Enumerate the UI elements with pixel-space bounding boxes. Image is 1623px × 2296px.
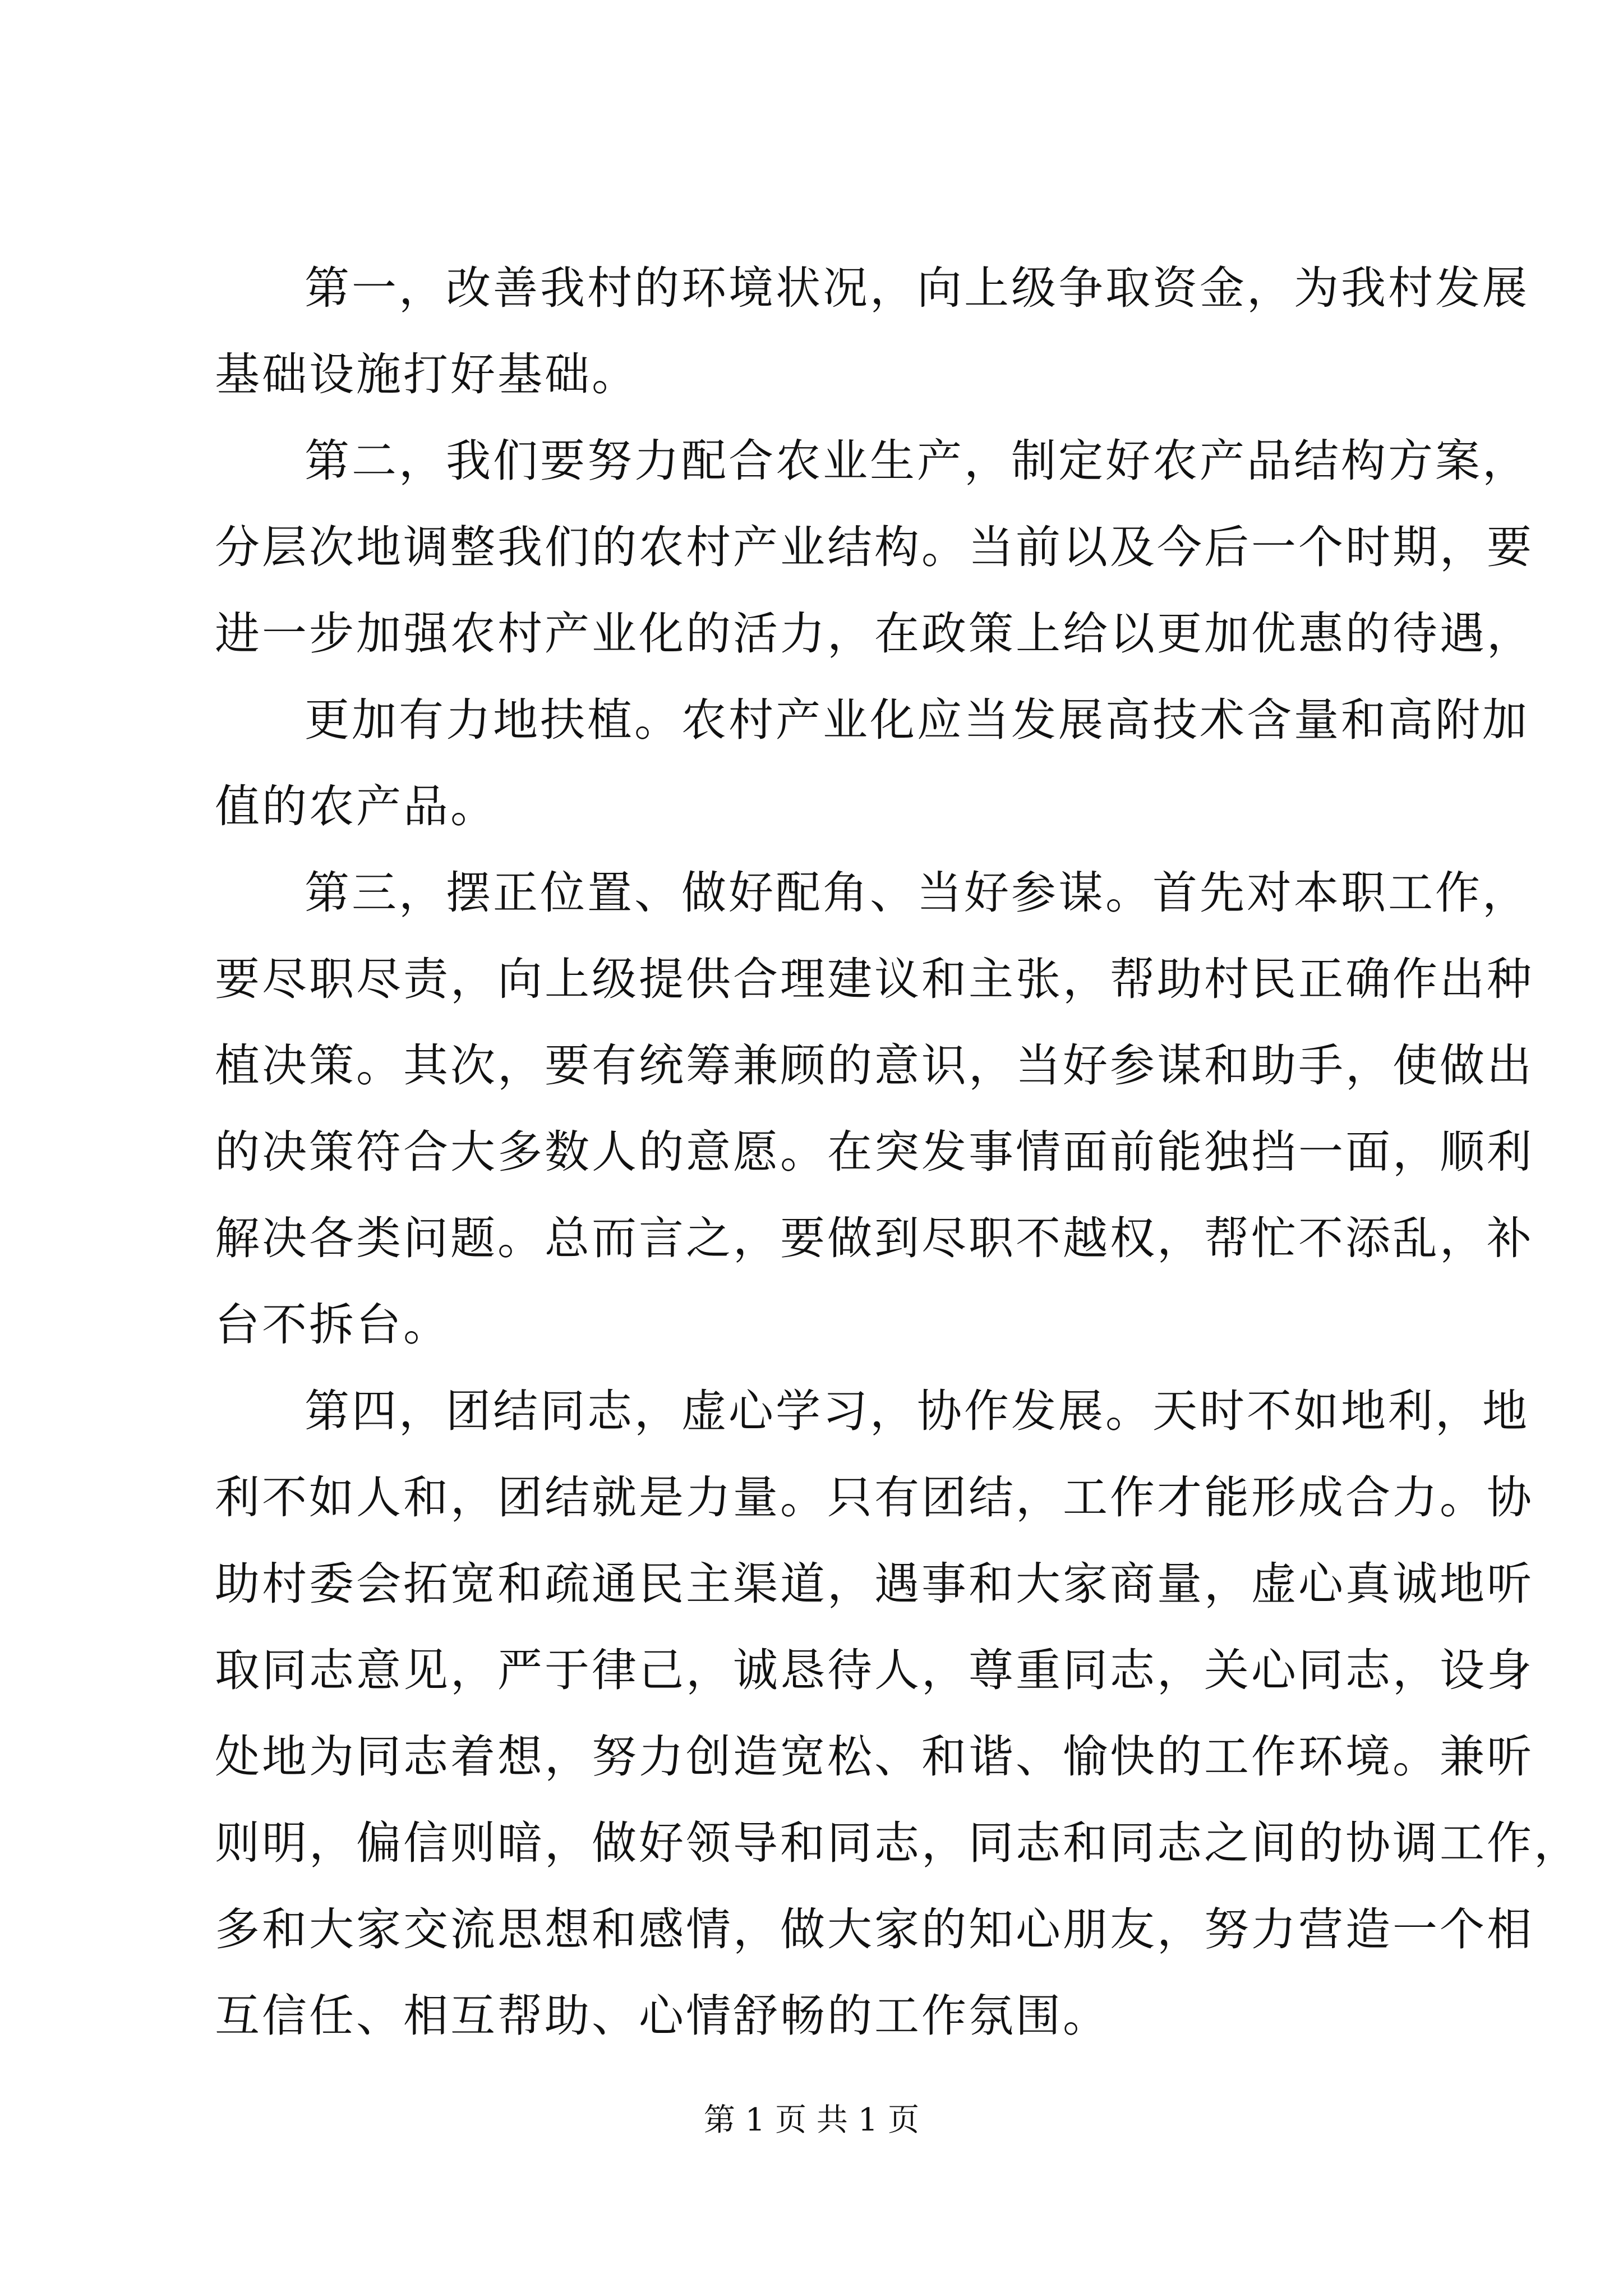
paragraph-line: 处地为同志着想，努力创造宽松、和谐、愉快的工作环境。兼听 <box>215 1731 1534 1783</box>
paragraph-line: 值的农产品。 <box>215 780 497 832</box>
paragraph-line: 植决策。其次，要有统筹兼顾的意识，当好参谋和助手，使做出 <box>215 1039 1534 1092</box>
paragraph-line: 的决策符合大多数人的意愿。在突发事情面前能独挡一面，顺利 <box>215 1126 1534 1178</box>
paragraph-line: 互信任、相互帮助、心情舒畅的工作氛围。 <box>215 1990 1110 2042</box>
paragraph-line: 利不如人和，团结就是力量。只有团结，工作才能形成合力。协 <box>215 1471 1534 1524</box>
paragraph-line: 要尽职尽责，向上级提供合理建议和主张，帮助村民正确作出种 <box>215 953 1534 1005</box>
paragraph-line: 基础设施打好基础。 <box>215 348 639 401</box>
paragraph-line: 更加有力地扶植。农村产业化应当发展高技术含量和高附加 <box>305 694 1529 746</box>
paragraph-line: 第四，团结同志，虚心学习，协作发展。天时不如地利，地 <box>305 1385 1529 1437</box>
paragraph-line: 第一，改善我村的环境状况，向上级争取资金，为我村发展 <box>305 262 1529 314</box>
paragraph-line: 解决各类问题。总而言之，要做到尽职不越权，帮忙不添乱，补 <box>215 1212 1534 1264</box>
paragraph-line: 第二，我们要努力配合农业生产，制定好农产品结构方案， <box>305 435 1529 487</box>
paragraph-line: 分层次地调整我们的农村产业结构。当前以及今后一个时期，要 <box>215 521 1534 573</box>
document-body <box>215 259 1581 2073</box>
paragraph-line: 进一步加强农村产业化的活力，在政策上给以更加优惠的待遇， <box>215 608 1534 660</box>
paragraph-line: 则明，偏信则暗，做好领导和同志，同志和同志之间的协调工作， <box>215 1817 1581 1869</box>
paragraph-line: 取同志意见，严于律己，诚恳待人，尊重同志，关心同志，设身 <box>215 1644 1534 1696</box>
paragraph-line: 助村委会拓宽和疏通民主渠道，遇事和大家商量，虚心真诚地听 <box>215 1558 1534 1610</box>
paragraph-line: 第三，摆正位置、做好配角、当好参谋。首先对本职工作， <box>305 867 1529 919</box>
paragraph-line: 台不拆台。 <box>215 1299 450 1351</box>
paragraph-line: 多和大家交流思想和感情，做大家的知心朋友，努力营造一个相 <box>215 1903 1534 1955</box>
page-number-footer: 第 1 页 共 1 页 <box>703 2102 920 2138</box>
